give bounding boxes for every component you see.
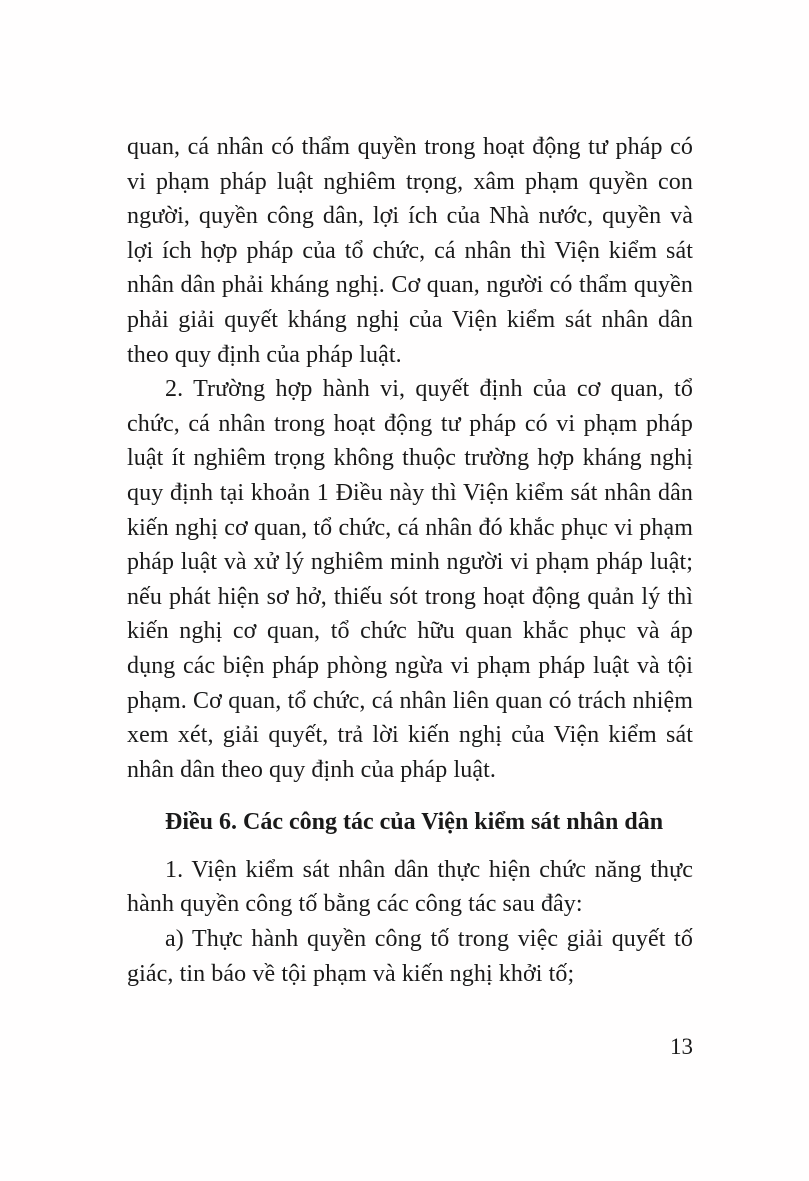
text-block (127, 130, 693, 991)
article-6-heading: Điều 6. Các công tác của Viện kiểm sát nhân dân (165, 809, 664, 836)
paragraph-clause-1-article-6: 1. Viện kiểm sát nhân dân thực hiện chức năng thực hành quyền công tố bằng các công tác sau đây: (127, 856, 693, 918)
paragraph-clause-2: 2. Trường hợp hành vi, quyết định của cơ quan, tổ chức, cá nhân trong hoạt động tư pháp có vi phạm pháp luật ít nghiêm trọng không thuộc trường hợp kháng nghị quy định tại khoản 1 Điều này thì Viện kiểm sát nhân dân kiến nghị cơ quan, tổ chức, cá nhân đó khắc phục vi phạm pháp luật và xử lý nghiêm minh người vi phạm pháp luật; nếu phát hiện sơ hở, thiếu sót trong hoạt động quản lý thì kiến nghị cơ quan, tổ chức hữu quan khắc phục và áp dụng các biện pháp phòng ngừa vi phạm pháp luật và tội phạm. Cơ quan, tổ chức, cá nhân liên quan có trách nhiệm xem xét, giải quyết, trả lời kiến nghị của Viện kiểm sát nhân dân theo quy định của pháp luật. (127, 376, 693, 783)
page-number: 13 (670, 1034, 693, 1059)
paragraph-point-a: a) Thực hành quyền công tố trong việc giải quyết tố giác, tin báo về tội phạm và kiến nghị khởi tố; (127, 926, 693, 987)
paragraph-continuation: quan, cá nhân có thẩm quyền trong hoạt động tư pháp có vi phạm pháp luật nghiêm trọng, xâm phạm quyền con người, quyền công dân, lợi ích của Nhà nước, quyền và lợi ích hợp pháp của tổ chức, cá nhân thì Viện kiểm sát nhân dân phải kháng nghị. Cơ quan, người có thẩm quyền phải giải quyết kháng nghị của Viện kiểm sát nhân dân theo quy định của pháp luật. (127, 134, 693, 368)
